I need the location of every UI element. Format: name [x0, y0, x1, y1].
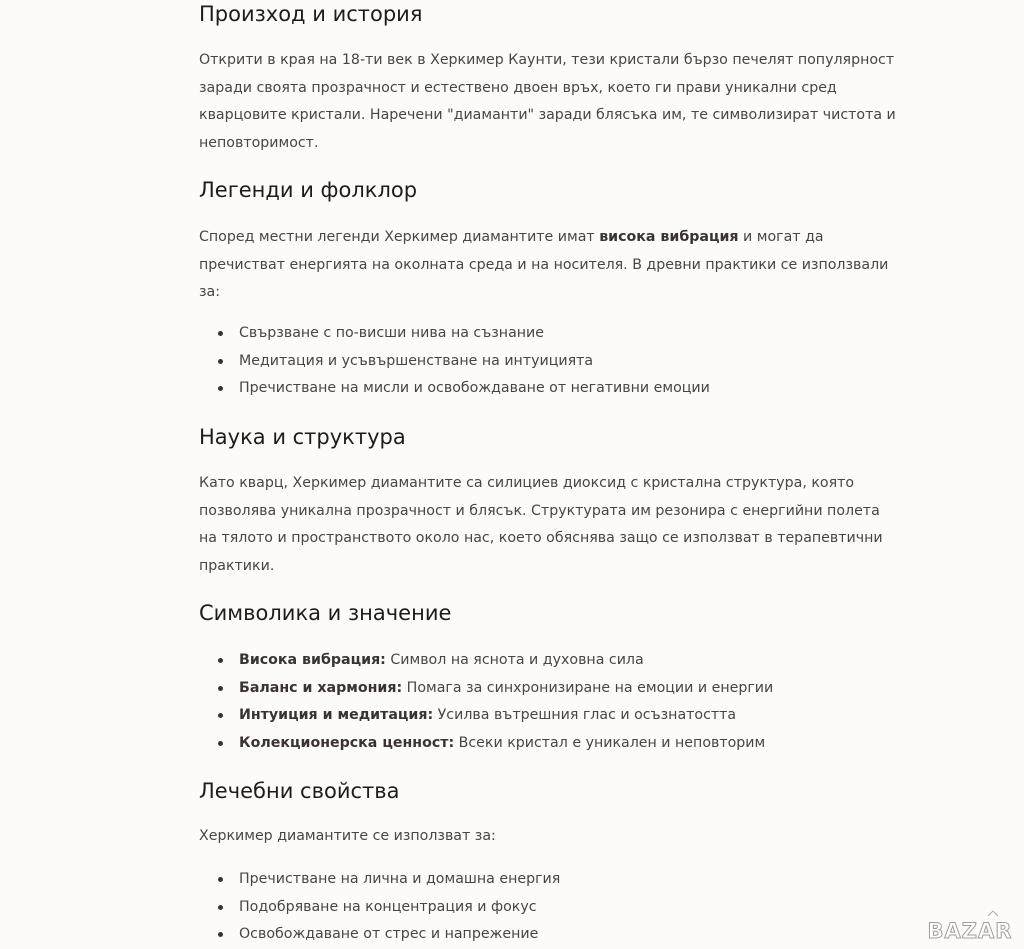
- list-item-desc: Усилва вътрешния глас и осъзнатостта: [433, 707, 737, 723]
- legends-text-end: и могат да пречистват енергията на околната среда и на носителя. В древни практики се използвали за:: [199, 229, 889, 300]
- list-item: Свързване с по-висши нива на съзнание: [199, 320, 710, 348]
- science-paragraph: Като кварц, Херкимер диамантите са силициев диоксид с кристална структура, която позволява уникална прозрачност и блясък. Структурата им резонира с енергийни полета на тялото и пространството около нас, което обяснява защо се използват в терапевтични практики.: [199, 475, 883, 574]
- list-item: [199, 702, 773, 730]
- list-item: Освобождаване от стрес и напрежение: [199, 921, 560, 949]
- legends-paragraph: [199, 224, 899, 307]
- section-title-origin: Произход и история: [199, 2, 423, 26]
- section-title-legends: Легенди и фолклор: [199, 178, 418, 202]
- legends-text-start: Според местни легенди Херкимер диамантите имат: [199, 229, 600, 245]
- list-item-term: Висока вибрация:: [239, 652, 386, 668]
- healing-list: [199, 866, 560, 949]
- bazar-watermark-logo: [924, 909, 1016, 943]
- list-item: [199, 730, 773, 758]
- list-item: Медитация и усъвършенстване на интуицията: [199, 348, 710, 376]
- legends-list: [199, 320, 710, 403]
- list-item-term: Колекционерска ценност:: [239, 734, 455, 751]
- list-item: Пречистване на лична и домашна енергия: [199, 866, 560, 894]
- symbolism-list: [199, 647, 773, 757]
- list-item-desc: Символ на яснота и духовна сила: [385, 652, 644, 668]
- watermark-text: BAZAR: [927, 919, 1013, 943]
- healing-paragraph: Херкимер диамантите се използват за:: [199, 828, 496, 844]
- list-item-desc: Помага за синхронизиране на емоции и енергии: [402, 679, 774, 696]
- section-title-healing: Лечебни свойства: [199, 779, 400, 803]
- section-title-science: Наука и структура: [199, 425, 406, 449]
- origin-paragraph: Открити в края на 18-ти век в Херкимер Каунти, тези кристали бързо печелят популярност заради своята прозрачност и естествено двоен връх, което ги прави уникални сред кварцовите кристали. Наречени "диаманти" заради блясъка им, те символизират чистота и неповторимост.: [199, 52, 896, 151]
- list-item: Пречистване на мисли и освобождаване от негативни емоции: [199, 375, 710, 403]
- list-item: Подобряване на концентрация и фокус: [199, 894, 560, 922]
- legends-text-bold: висока вибрация: [599, 229, 739, 245]
- list-item-term: Интуиция и медитация:: [239, 707, 434, 723]
- list-item: [199, 647, 773, 675]
- list-item: [199, 675, 773, 703]
- section-title-symbolism: Символика и значение: [199, 601, 452, 625]
- list-item-desc: Всеки кристал е уникален и неповторим: [454, 734, 766, 751]
- list-item-term: Баланс и хармония:: [239, 679, 403, 696]
